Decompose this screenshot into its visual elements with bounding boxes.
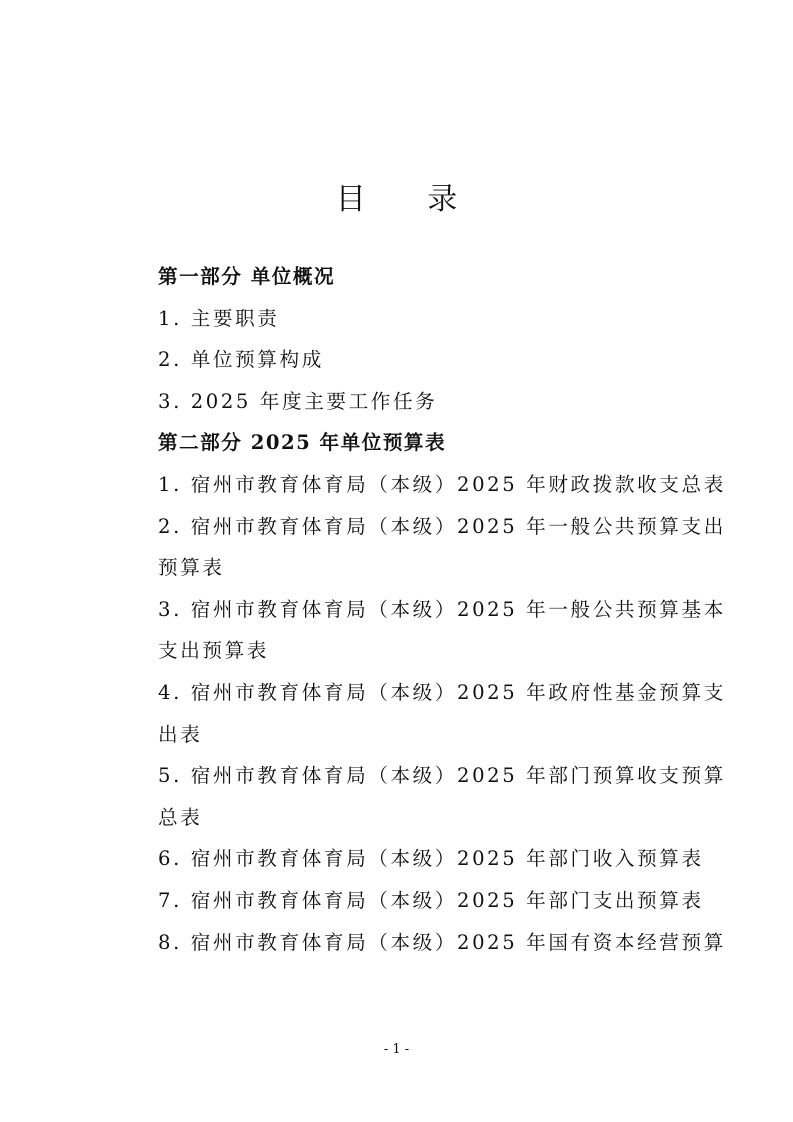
toc-item: 4. 宿州市教育体育局（本级）2025 年政府性基金预算支 <box>158 680 726 704</box>
toc-item: 7. 宿州市教育体育局（本级）2025 年部门支出预算表 <box>158 888 704 912</box>
toc-item: 5. 宿州市教育体育局（本级）2025 年部门预算收支预算 <box>158 764 726 788</box>
toc-item: 8. 宿州市教育体育局（本级）2025 年国有资本经营预算 <box>158 930 726 954</box>
toc-item: 3. 宿州市教育体育局（本级）2025 年一般公共预算基本 <box>158 597 726 621</box>
toc-item-continuation: 出表 <box>158 722 203 746</box>
page-title: 目 录 <box>335 182 484 217</box>
part2-heading: 第二部分 2025 年单位预算表 <box>158 431 447 455</box>
toc-item-continuation: 预算表 <box>158 556 225 580</box>
page-number: - 1 - <box>383 1042 410 1057</box>
toc-item: 6. 宿州市教育体育局（本级）2025 年部门收入预算表 <box>158 847 704 871</box>
toc-item: 2. 单位预算构成 <box>158 348 324 372</box>
toc-item-continuation: 支出预算表 <box>158 639 269 663</box>
toc-item: 1. 主要职责 <box>158 306 280 330</box>
table-of-contents <box>158 256 726 963</box>
part1-heading: 第一部分 单位概况 <box>158 265 336 288</box>
toc-item: 2. 宿州市教育体育局（本级）2025 年一般公共预算支出 <box>158 514 726 538</box>
toc-item: 1. 宿州市教育体育局（本级）2025 年财政拨款收支总表 <box>158 472 726 496</box>
toc-item: 3. 2025 年度主要工作任务 <box>158 389 438 413</box>
toc-item-continuation: 总表 <box>158 805 203 829</box>
